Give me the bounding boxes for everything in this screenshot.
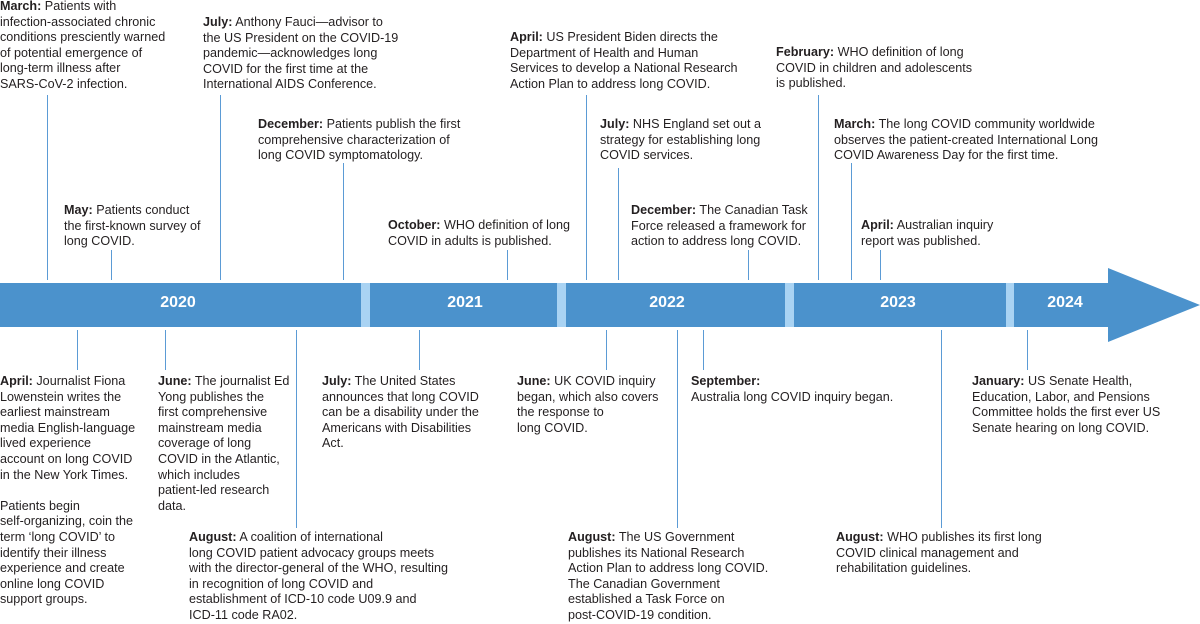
- event-2020-march: March: Patients with infection-associated chronic conditions presciently warned of potential emergence of long-term illness after SARS-CoV-2 infection.: [0, 0, 166, 91]
- year-divider: [785, 283, 794, 327]
- event-2020-april: April: Journalist Fiona Lowenstein writes the earliest mainstream media English-language lived experience account on long COVID in the New York Times. Patients begin self-organizing, coin the term ‘long COVID’ to identify their illness experience and create online long COVID support groups.: [0, 374, 136, 607]
- timeline-arrowhead: [1108, 268, 1200, 342]
- event-2022-august: August: The US Government publishes its National Research Action Plan to address long COVID. The Canadian Government established a Task Force on post-COVID-19 condition.: [568, 530, 769, 622]
- connector-line: [165, 330, 166, 370]
- event-2023-august: August: WHO publishes its first long COVID clinical management and rehabilitation guidelines.: [836, 530, 1042, 576]
- event-2020-august: August: A coalition of international long COVID patient advocacy groups meets with the director-general of the WHO, resulting in recognition of long COVID and establishment of ICD-10 code U09.9 and ICD-11 code RA02.: [189, 530, 448, 622]
- connector-line: [677, 330, 678, 528]
- event-2020-july: July: Anthony Fauci—advisor to the US President on the COVID-19 pandemic—acknowledges long COVID for the first time at the International AIDS Conference.: [203, 15, 399, 92]
- event-2024-january: January: US Senate Health, Education, Labor, and Pensions Committee holds the first ever US Senate hearing on long COVID.: [972, 374, 1161, 435]
- connector-line: [343, 163, 344, 280]
- connector-line: [748, 250, 749, 280]
- event-2020-may: May: Patients conduct the first-known survey of long COVID.: [64, 203, 201, 249]
- year-label-2024: 2024: [1047, 294, 1083, 311]
- connector-line: [851, 163, 852, 280]
- connector-line: [111, 250, 112, 280]
- connector-line: [419, 330, 420, 370]
- event-2020-june: June: The journalist Ed Yong publishes the first comprehensive mainstream media coverage of long COVID in the Atlantic, which includes patient-led research data.: [158, 374, 290, 513]
- event-2021-july: July: The United States announces that long COVID can be a disability under the Americans with Disabilities Act.: [322, 374, 479, 451]
- year-divider: [557, 283, 566, 327]
- event-2023-april: April: Australian inquiry report was published.: [861, 218, 994, 248]
- event-2022-july: July: NHS England set out a strategy for establishing long COVID services.: [600, 117, 762, 163]
- event-2023-february: February: WHO definition of long COVID in children and adolescents is published.: [776, 45, 973, 91]
- event-2021-october: October: WHO definition of long COVID in adults is published.: [388, 218, 570, 248]
- connector-line: [880, 250, 881, 280]
- year-divider: [1006, 283, 1014, 327]
- event-2022-april: April: US President Biden directs the Department of Health and Human Services to develop a National Research Action Plan to address long COVID.: [510, 30, 738, 91]
- event-2020-december: December: Patients publish the first comprehensive characterization of long COVID symptomatology.: [258, 117, 461, 163]
- connector-line: [220, 95, 221, 280]
- connector-line: [818, 95, 819, 280]
- event-2022-december: December: The Canadian Task Force released a framework for action to address long COVID.: [631, 203, 808, 249]
- year-label-2022: 2022: [649, 294, 685, 311]
- connector-line: [618, 168, 619, 280]
- connector-line: [507, 250, 508, 280]
- year-label-2021: 2021: [447, 294, 483, 311]
- connector-line: [1027, 330, 1028, 370]
- connector-line: [703, 330, 704, 370]
- connector-line: [941, 330, 942, 528]
- connector-line: [606, 330, 607, 370]
- connector-line: [296, 330, 297, 528]
- connector-line: [586, 95, 587, 280]
- connector-line: [77, 330, 78, 370]
- year-divider: [361, 283, 370, 327]
- event-2021-june: June: UK COVID inquiry began, which also covers the response to long COVID.: [517, 374, 659, 435]
- year-label-2023: 2023: [880, 294, 916, 311]
- connector-line: [47, 95, 48, 280]
- event-2022-september: September: Australia long COVID inquiry began.: [691, 374, 894, 404]
- event-2023-march: March: The long COVID community worldwide observes the patient-created International Long COVID Awareness Day for the first time.: [834, 117, 1098, 163]
- year-label-2020: 2020: [160, 294, 196, 311]
